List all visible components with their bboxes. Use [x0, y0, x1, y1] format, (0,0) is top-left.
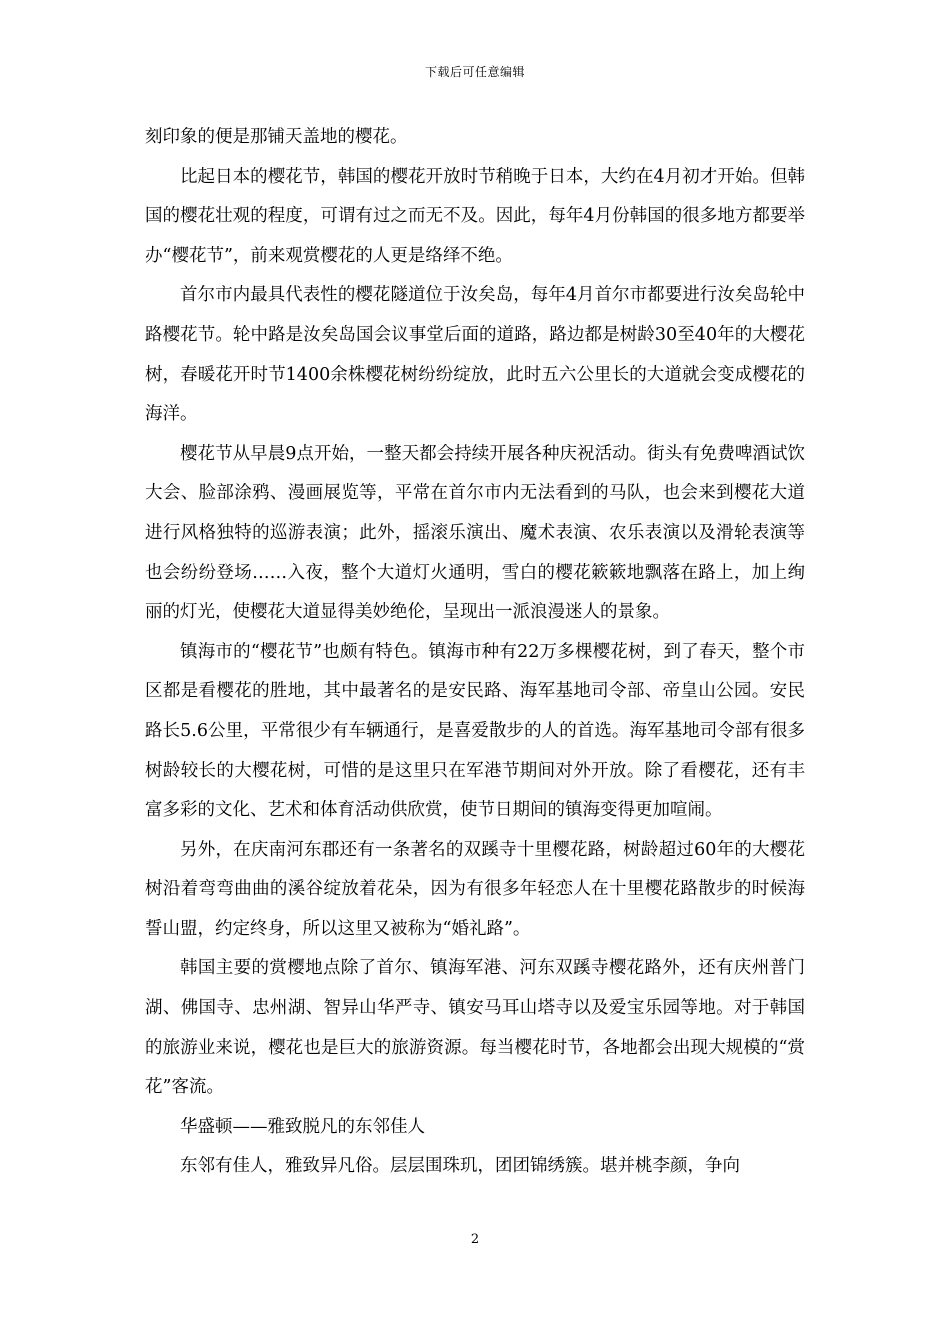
- paragraph-yeouido: 首尔市内最具代表性的樱花隧道位于汝矣岛，每年4月首尔市都要进行汝矣岛轮中路樱花节。轮中路是汝矣岛国会议事堂后面的道路，路边都是树龄30至40年的大樱花树，春暖花开时节1400余株樱花树纷纷绽放，此时五六公里长的大道就会变成樱花的海洋。: [145, 285, 805, 425]
- paragraph-continuation: 刻印象的便是那铺天盖地的樱花。: [145, 127, 408, 147]
- paragraph-poem: 东邻有佳人，雅致异凡俗。层层围珠玑，团团锦绣簇。堪并桃李颜，争向: [180, 1156, 740, 1177]
- page-header: 下载后可任意编辑: [424, 65, 525, 79]
- paragraph-festival-activities: 樱花节从早晨9点开始，一整天都会持续开展各种庆祝活动。街头有免费啤酒试饮大会、脸部涂鸦、漫画展览等，平常在首尔市内无法看到的马队，也会来到樱花大道进行风格独特的巡游表演；此外，摇滚乐演出、魔术表演、农乐表演以及滑轮表演等也会纷纷登场……入夜，整个大道灯火通明，雪白的樱花簌簌地飘落在路上，加上绚丽的灯光，使樱花大道显得美妙绝伦，呈现出一派浪漫迷人的景象。: [145, 443, 805, 623]
- paragraph-jinhae: 镇海市的“樱花节”也颇有特色。镇海市种有22万多棵樱花树，到了春天，整个市区都是看樱花的胜地，其中最著名的是安民路、海军基地司令部、帝皇山公园。安民路长5.6公里，平常很少有车辆通行，是喜爱散步的人的首选。海军基地司令部有很多树龄较长的大樱花树，可惜的是这里只在军港节期间对外开放。除了看樱花，还有丰富多彩的文化、艺术和体育活动供欣赏，使节日期间的镇海变得更加喧闹。: [145, 641, 805, 821]
- paragraph-other-spots: 韩国主要的赏樱地点除了首尔、镇海军港、河东双蹊寺樱花路外，还有庆州普门湖、佛国寺、忠州湖、智异山华严寺、镇安马耳山塔寺以及爱宝乐园等地。对于韩国的旅游业来说，樱花也是巨大的旅游资源。每当樱花时节，各地都会出现大规模的“赏花”客流。: [145, 958, 805, 1098]
- document-body: [145, 118, 805, 1187]
- page-number: 2: [470, 1232, 480, 1247]
- section-heading-washington: 华盛顿——雅致脱凡的东邻佳人: [180, 1116, 425, 1137]
- paragraph-korea-sakura-season: 比起日本的樱花节，韩国的樱花开放时节稍晚于日本，大约在4月初才开始。但韩国的樱花壮观的程度，可谓有过之而无不及。因此，每年4月份韩国的很多地方都要举办“樱花节”，前来观赏樱花的人更是络绎不绝。: [145, 166, 805, 266]
- paragraph-ssanggyesa: 另外，在庆南河东郡还有一条著名的双蹊寺十里樱花路，树龄超过60年的大樱花树沿着弯弯曲曲的溪谷绽放着花朵，因为有很多年轻恋人在十里樱花路散步的时候海誓山盟，约定终身，所以这里又被称为“婚礼路”。: [145, 839, 805, 939]
